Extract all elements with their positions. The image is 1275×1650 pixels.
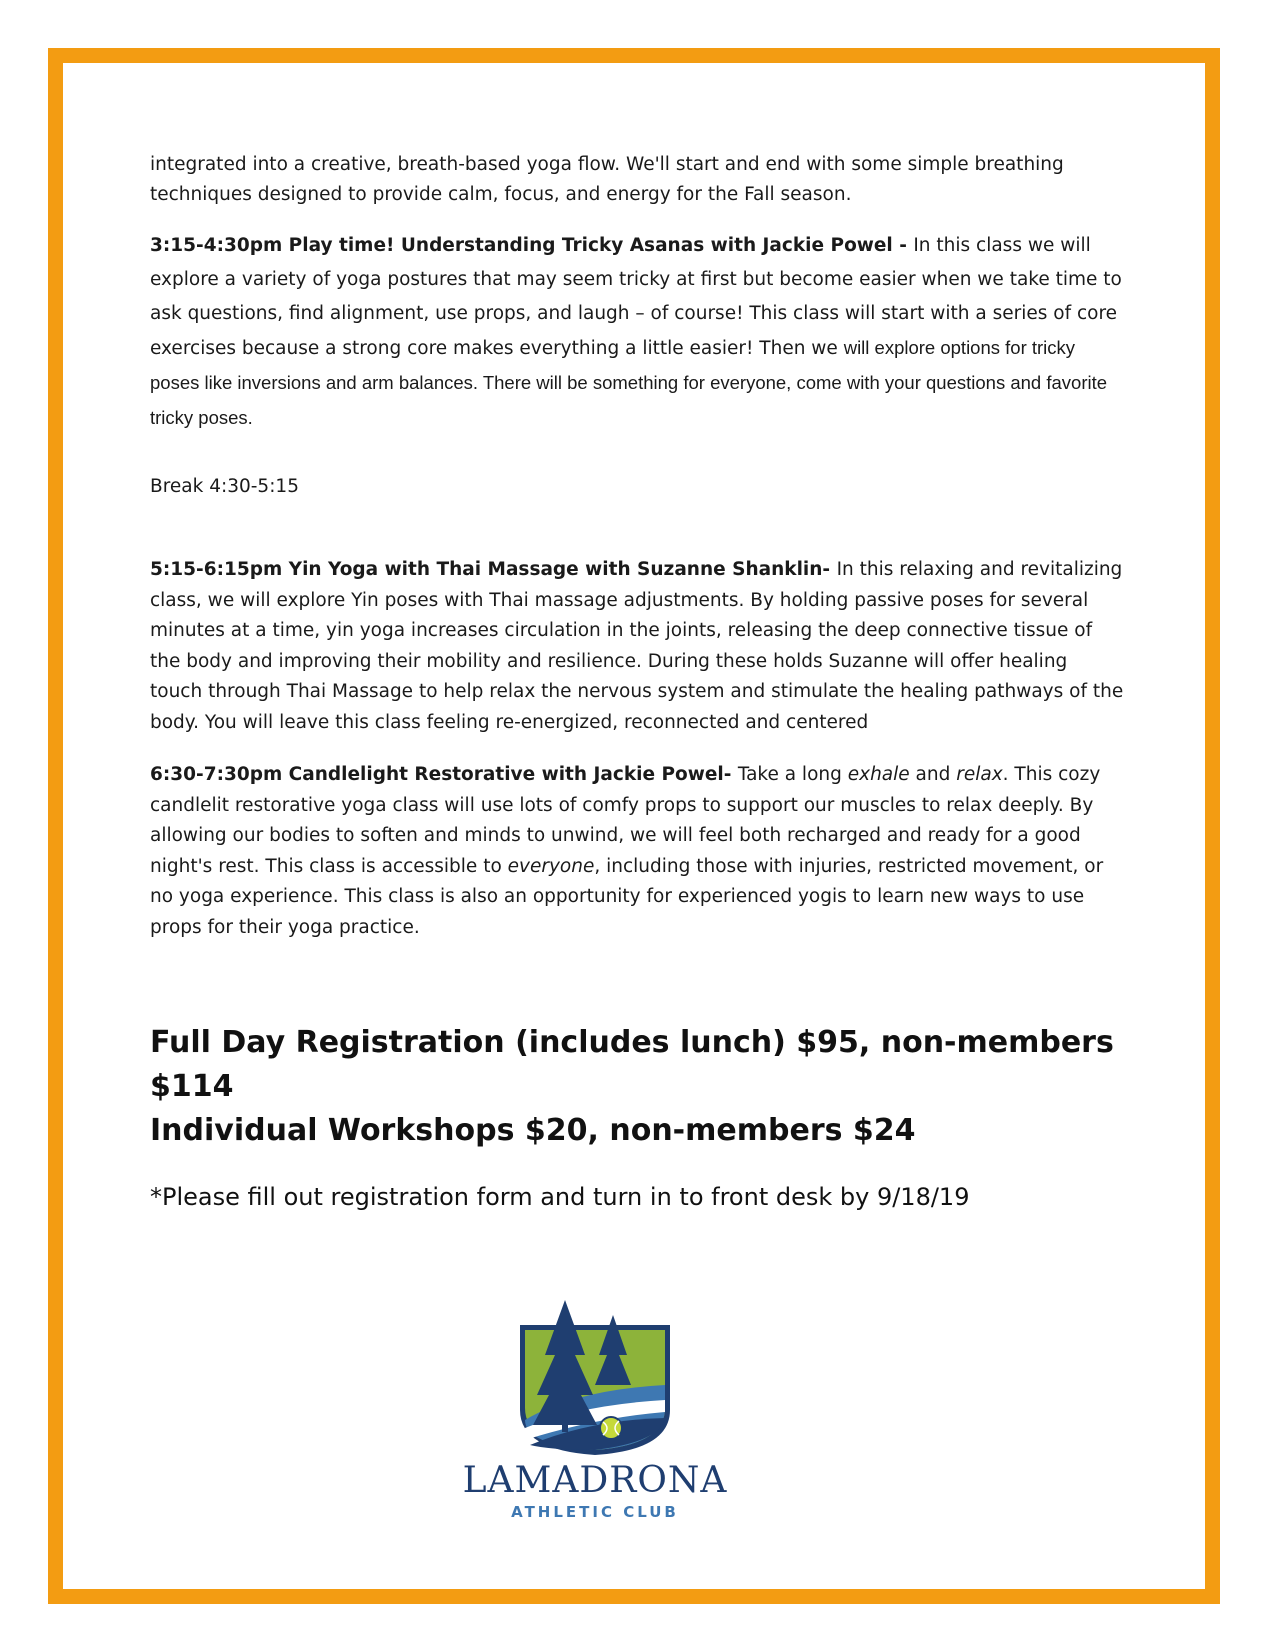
session-description-tail: will explore options for tricky poses like inversions and arm balances. There will be something for everyone, come with your questions and favorite tricky poses. bbox=[150, 337, 1108, 428]
session-description: , including those with injuries, restricted movement, or no yoga experience. This class is also an opportunity for experienced yogis to learn new ways to use props for their yoga practice. bbox=[150, 855, 1104, 938]
session-description: Take a long bbox=[737, 764, 848, 785]
registration-form-note: *Please fill out registration form and turn in to front desk by 9/18/19 bbox=[150, 1183, 970, 1211]
logo-subtitle: ATHLETIC CLUB bbox=[511, 1503, 679, 1521]
session-description: In this class we will explore a variety of yoga postures that may seem tricky at first but become easier when we take time to ask questions, find alignment, use props, and laugh – of course! This class will start with a series of core exercises because a strong core makes everything a little easier! Then we bbox=[150, 235, 1122, 359]
tree-crest-icon bbox=[445, 1300, 745, 1460]
session-tricky-asanas bbox=[150, 229, 1125, 436]
lamadrona-logo bbox=[445, 1300, 745, 1530]
document-body bbox=[150, 150, 1125, 1213]
emphasis-everyone: everyone bbox=[507, 855, 595, 877]
individual-workshops-registration: Individual Workshops $20, non-members $24 bbox=[150, 1113, 916, 1148]
break-line: Break 4:30-5:15 bbox=[150, 476, 299, 497]
intro-continued-paragraph: integrated into a creative, breath-based yoga flow. We'll start and end with some simple breathing techniques designed to provide calm, focus, and energy for the Fall season. bbox=[150, 154, 1064, 205]
session-yin-yoga bbox=[150, 555, 1125, 738]
session-title: 3:15-4:30pm Play time! Understanding Tricky Asanas with Jackie Powel - bbox=[150, 235, 914, 256]
session-title: 6:30-7:30pm Candlelight Restorative with Jackie Powel- bbox=[150, 764, 738, 785]
full-day-registration: Full Day Registration (includes lunch) $95, non-members $114 bbox=[150, 1025, 1114, 1104]
registration-pricing bbox=[150, 1021, 1125, 1153]
session-description: In this relaxing and revitalizing class, we will explore Yin poses with Thai massage adjustments. By holding passive poses for several minutes at a time, yin yoga increases circulation in the joints, releasing the deep connective tissue of the body and improving their mobility and resilience. During these holds Suzanne will offer healing touch through Thai Massage to help relax the nervous system and stimulate the healing pathways of the body. You will leave this class feeling re-energized, reconnected and centered bbox=[150, 559, 1124, 733]
logo-name: LAMADRONA bbox=[462, 1460, 728, 1501]
session-title: 5:15-6:15pm Yin Yoga with Thai Massage with Suzanne Shanklin- bbox=[150, 559, 837, 580]
emphasis-relax: relax bbox=[956, 764, 1003, 785]
session-candlelight-restorative bbox=[150, 760, 1125, 943]
session-description: and bbox=[909, 764, 957, 785]
session-description: . This cozy candlelit restorative yoga class will use lots of comfy props to support our muscles to relax deeply. By allowing our bodies to soften and minds to unwind, we will feel both recharged and ready for a good night's rest. This class is accessible to bbox=[150, 764, 1101, 877]
emphasis-exhale: exhale bbox=[847, 764, 910, 785]
